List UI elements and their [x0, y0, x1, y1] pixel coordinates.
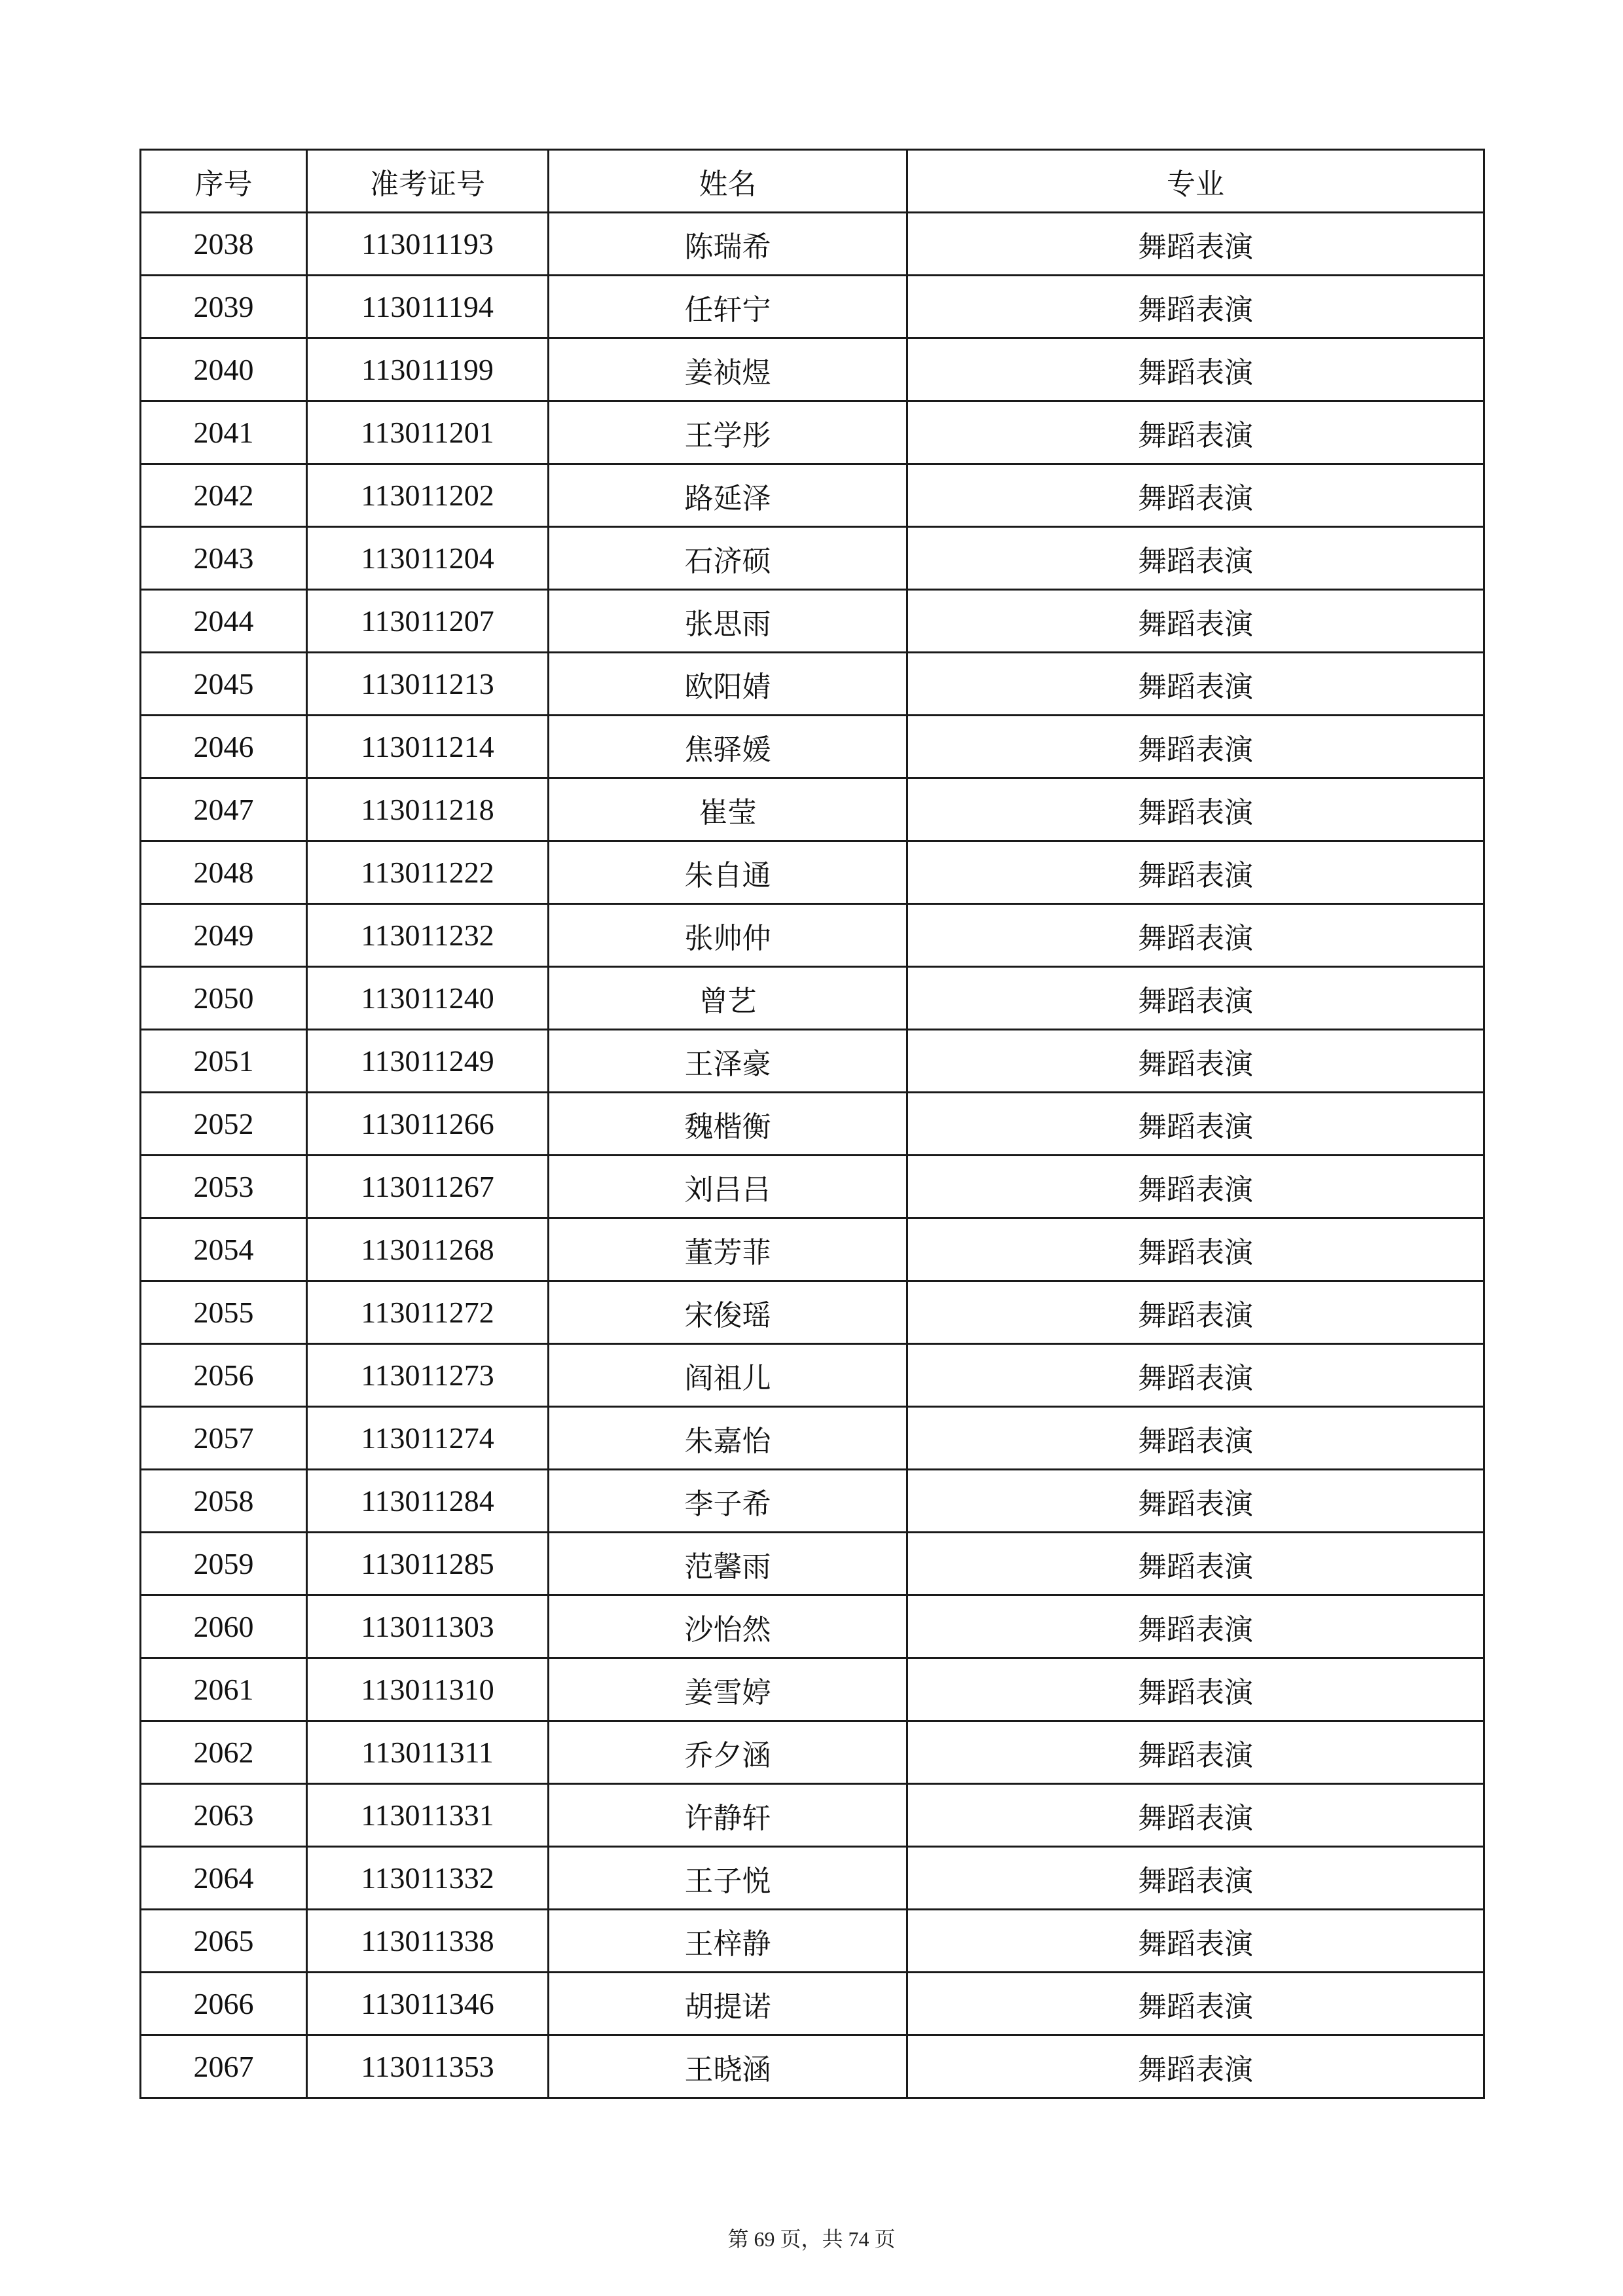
- page-footer: 第 69 页，共 74 页: [727, 2227, 896, 2251]
- cell-name: 姜祯煜: [549, 338, 907, 401]
- cell-major: 舞蹈表演: [907, 1470, 1484, 1533]
- cell-major: 舞蹈表演: [907, 653, 1484, 716]
- table-row: [141, 1533, 1484, 1595]
- cell-exam-id: 113011303: [307, 1595, 549, 1658]
- table-row: [141, 1407, 1484, 1470]
- header-name: 姓名: [549, 150, 907, 213]
- cell-major: 舞蹈表演: [907, 276, 1484, 338]
- cell-major: 舞蹈表演: [907, 1281, 1484, 1344]
- cell-seq: 2049: [141, 904, 307, 967]
- cell-name: 王梓静: [549, 1910, 907, 1973]
- cell-exam-id: 113011338: [307, 1910, 549, 1973]
- table-row: [141, 464, 1484, 527]
- cell-name: 陈瑞希: [549, 213, 907, 276]
- cell-name: 曾艺: [549, 967, 907, 1030]
- cell-exam-id: 113011267: [307, 1156, 549, 1218]
- cell-exam-id: 113011240: [307, 967, 549, 1030]
- cell-exam-id: 113011353: [307, 2035, 549, 2098]
- table-row: [141, 1658, 1484, 1721]
- cell-seq: 2058: [141, 1470, 307, 1533]
- cell-seq: 2062: [141, 1721, 307, 1784]
- cell-exam-id: 113011310: [307, 1658, 549, 1721]
- table-row: [141, 1847, 1484, 1910]
- header-major: 专业: [907, 150, 1484, 213]
- cell-exam-id: 113011266: [307, 1093, 549, 1156]
- cell-name: 许静轩: [549, 1784, 907, 1847]
- cell-seq: 2041: [141, 401, 307, 464]
- header-exam-id: 准考证号: [307, 150, 549, 213]
- table-header-row: [141, 150, 1484, 213]
- cell-name: 姜雪婷: [549, 1658, 907, 1721]
- table-row: [141, 1344, 1484, 1407]
- cell-seq: 2050: [141, 967, 307, 1030]
- cell-seq: 2055: [141, 1281, 307, 1344]
- cell-major: 舞蹈表演: [907, 464, 1484, 527]
- cell-name: 范馨雨: [549, 1533, 907, 1595]
- cell-exam-id: 113011232: [307, 904, 549, 967]
- cell-exam-id: 113011201: [307, 401, 549, 464]
- cell-major: 舞蹈表演: [907, 1595, 1484, 1658]
- cell-exam-id: 113011285: [307, 1533, 549, 1595]
- cell-name: 王子悦: [549, 1847, 907, 1910]
- cell-exam-id: 113011331: [307, 1784, 549, 1847]
- cell-name: 刘吕吕: [549, 1156, 907, 1218]
- cell-exam-id: 113011194: [307, 276, 549, 338]
- cell-seq: 2052: [141, 1093, 307, 1156]
- cell-seq: 2064: [141, 1847, 307, 1910]
- cell-name: 崔莹: [549, 778, 907, 841]
- cell-seq: 2043: [141, 527, 307, 590]
- table-row: [141, 653, 1484, 716]
- cell-exam-id: 113011199: [307, 338, 549, 401]
- table-row: [141, 1973, 1484, 2035]
- table-row: [141, 590, 1484, 653]
- table-row: [141, 841, 1484, 904]
- cell-seq: 2067: [141, 2035, 307, 2098]
- cell-major: 舞蹈表演: [907, 716, 1484, 778]
- cell-major: 舞蹈表演: [907, 1533, 1484, 1595]
- table-row: [141, 338, 1484, 401]
- cell-exam-id: 113011311: [307, 1721, 549, 1784]
- cell-seq: 2060: [141, 1595, 307, 1658]
- cell-exam-id: 113011332: [307, 1847, 549, 1910]
- cell-exam-id: 113011274: [307, 1407, 549, 1470]
- cell-major: 舞蹈表演: [907, 1910, 1484, 1973]
- cell-exam-id: 113011249: [307, 1030, 549, 1093]
- cell-seq: 2038: [141, 213, 307, 276]
- cell-major: 舞蹈表演: [907, 841, 1484, 904]
- cell-name: 石济硕: [549, 527, 907, 590]
- cell-name: 王泽豪: [549, 1030, 907, 1093]
- table-row: [141, 1910, 1484, 1973]
- cell-exam-id: 113011284: [307, 1470, 549, 1533]
- cell-name: 张帅仲: [549, 904, 907, 967]
- cell-seq: 2065: [141, 1910, 307, 1973]
- cell-name: 任轩宁: [549, 276, 907, 338]
- cell-seq: 2045: [141, 653, 307, 716]
- table-row: [141, 1470, 1484, 1533]
- cell-major: 舞蹈表演: [907, 1218, 1484, 1281]
- cell-exam-id: 113011204: [307, 527, 549, 590]
- table-row: [141, 2035, 1484, 2098]
- cell-seq: 2066: [141, 1973, 307, 2035]
- table-row: [141, 778, 1484, 841]
- cell-name: 董芳菲: [549, 1218, 907, 1281]
- table-row: [141, 716, 1484, 778]
- cell-name: 王晓涵: [549, 2035, 907, 2098]
- cell-exam-id: 113011214: [307, 716, 549, 778]
- cell-major: 舞蹈表演: [907, 1721, 1484, 1784]
- table-body: [141, 213, 1484, 2098]
- cell-exam-id: 113011193: [307, 213, 549, 276]
- cell-seq: 2053: [141, 1156, 307, 1218]
- cell-name: 阎祖儿: [549, 1344, 907, 1407]
- cell-name: 路延泽: [549, 464, 907, 527]
- cell-exam-id: 113011207: [307, 590, 549, 653]
- cell-seq: 2048: [141, 841, 307, 904]
- cell-exam-id: 113011273: [307, 1344, 549, 1407]
- cell-exam-id: 113011213: [307, 653, 549, 716]
- cell-name: 张思雨: [549, 590, 907, 653]
- cell-name: 李子希: [549, 1470, 907, 1533]
- cell-major: 舞蹈表演: [907, 1344, 1484, 1407]
- cell-seq: 2061: [141, 1658, 307, 1721]
- cell-seq: 2059: [141, 1533, 307, 1595]
- cell-seq: 2040: [141, 338, 307, 401]
- cell-seq: 2054: [141, 1218, 307, 1281]
- cell-seq: 2039: [141, 276, 307, 338]
- table-row: [141, 1784, 1484, 1847]
- cell-exam-id: 113011346: [307, 1973, 549, 2035]
- cell-name: 宋俊瑶: [549, 1281, 907, 1344]
- cell-name: 魏楷衡: [549, 1093, 907, 1156]
- cell-seq: 2044: [141, 590, 307, 653]
- cell-exam-id: 113011218: [307, 778, 549, 841]
- cell-seq: 2051: [141, 1030, 307, 1093]
- table-row: [141, 1218, 1484, 1281]
- cell-major: 舞蹈表演: [907, 590, 1484, 653]
- header-seq: 序号: [141, 150, 307, 213]
- table-row: [141, 1281, 1484, 1344]
- cell-name: 欧阳婧: [549, 653, 907, 716]
- cell-exam-id: 113011222: [307, 841, 549, 904]
- cell-major: 舞蹈表演: [907, 1973, 1484, 2035]
- cell-name: 朱嘉怡: [549, 1407, 907, 1470]
- table-row: [141, 1721, 1484, 1784]
- cell-major: 舞蹈表演: [907, 1093, 1484, 1156]
- cell-major: 舞蹈表演: [907, 338, 1484, 401]
- table-row: [141, 527, 1484, 590]
- cell-name: 朱自通: [549, 841, 907, 904]
- cell-major: 舞蹈表演: [907, 967, 1484, 1030]
- cell-seq: 2042: [141, 464, 307, 527]
- cell-major: 舞蹈表演: [907, 1658, 1484, 1721]
- cell-major: 舞蹈表演: [907, 2035, 1484, 2098]
- table-row: [141, 401, 1484, 464]
- cell-major: 舞蹈表演: [907, 527, 1484, 590]
- table-row: [141, 213, 1484, 276]
- cell-seq: 2063: [141, 1784, 307, 1847]
- cell-major: 舞蹈表演: [907, 1847, 1484, 1910]
- table-row: [141, 904, 1484, 967]
- cell-major: 舞蹈表演: [907, 401, 1484, 464]
- cell-major: 舞蹈表演: [907, 1156, 1484, 1218]
- cell-major: 舞蹈表演: [907, 213, 1484, 276]
- cell-seq: 2047: [141, 778, 307, 841]
- table-row: [141, 276, 1484, 338]
- cell-major: 舞蹈表演: [907, 1784, 1484, 1847]
- admission-table: [139, 149, 1485, 2099]
- cell-seq: 2057: [141, 1407, 307, 1470]
- cell-name: 焦驿媛: [549, 716, 907, 778]
- table-row: [141, 1156, 1484, 1218]
- cell-name: 王学彤: [549, 401, 907, 464]
- cell-major: 舞蹈表演: [907, 904, 1484, 967]
- cell-exam-id: 113011268: [307, 1218, 549, 1281]
- table-row: [141, 1030, 1484, 1093]
- table-row: [141, 1595, 1484, 1658]
- cell-major: 舞蹈表演: [907, 1407, 1484, 1470]
- table-row: [141, 967, 1484, 1030]
- cell-name: 胡提诺: [549, 1973, 907, 2035]
- cell-major: 舞蹈表演: [907, 1030, 1484, 1093]
- cell-major: 舞蹈表演: [907, 778, 1484, 841]
- cell-name: 乔夕涵: [549, 1721, 907, 1784]
- cell-seq: 2056: [141, 1344, 307, 1407]
- cell-exam-id: 113011202: [307, 464, 549, 527]
- cell-exam-id: 113011272: [307, 1281, 549, 1344]
- table-row: [141, 1093, 1484, 1156]
- cell-seq: 2046: [141, 716, 307, 778]
- cell-name: 沙怡然: [549, 1595, 907, 1658]
